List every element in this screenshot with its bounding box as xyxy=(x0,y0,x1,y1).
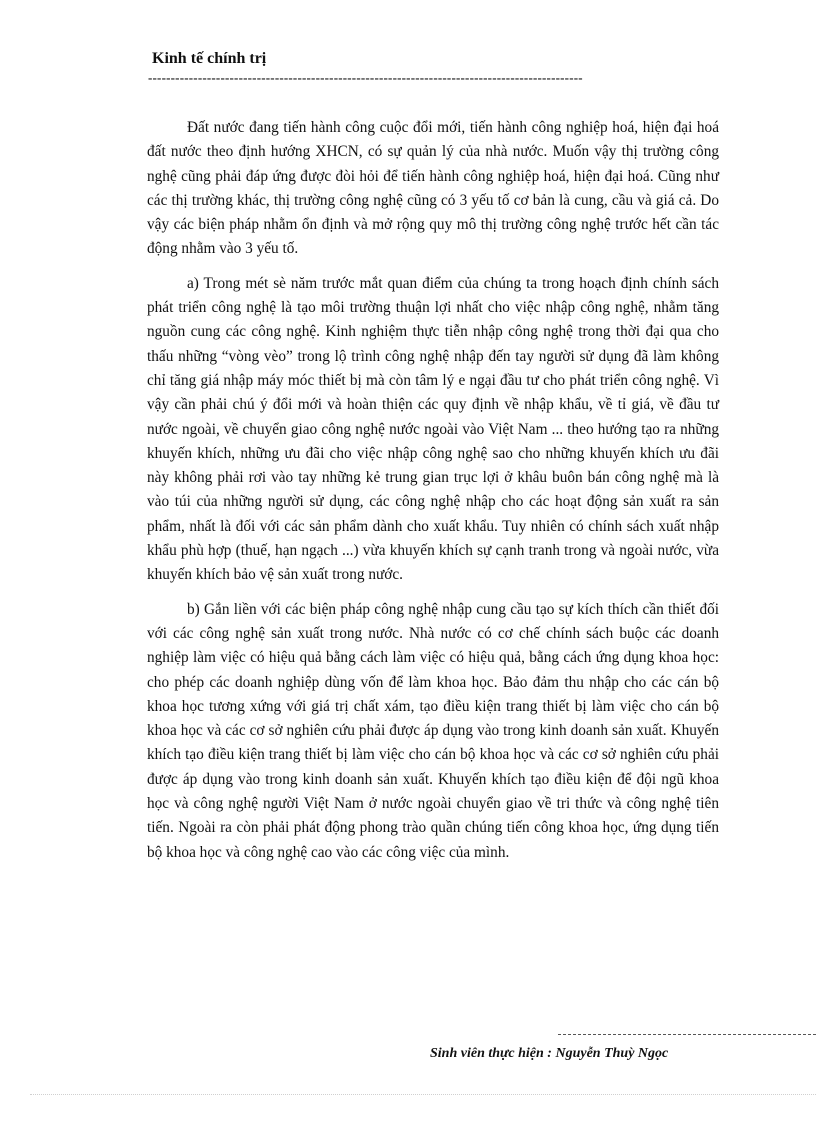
paragraph-intro: Đất nước đang tiến hành công cuộc đổi mới, tiến hành công nghiệp hoá, hiện đại hoá đất nước theo định hướng XHCN, có sự quản lý của nhà nước. Muốn vậy thị trường công nghệ cũng phải đáp ứng được đòi hỏi để tiến hành công nghiệp hoá, hiện đại hoá. Cũng như các thị trường khác, thị trường công nghệ cũng có 3 yếu tố cơ bản là cung, cầu và giá cả. Do vậy các biện pháp nhằm ổn định và mở rộng quy mô thị trường công nghệ trước hết cần tác động nhằm vào 3 yếu tố. xyxy=(147,119,719,258)
footer-divider xyxy=(558,1034,816,1035)
footer-author: Sinh viên thực hiện : Nguyễn Thuỳ Ngọc xyxy=(430,1046,669,1061)
header-divider: ------------------------------------------------------------------------------------------------ xyxy=(148,70,583,85)
paragraph-b: b) Gắn liền với các biện pháp công nghệ nhập cung cầu tạo sự kích thích cần thiết đối với các công nghệ sản xuất trong nước. Nhà nước có cơ chế chính sách buộc các doanh nghiệp làm việc có hiệu quả bằng cách làm việc có hiệu quả, bằng cách ứng dụng khoa học: cho phép các doanh nghiệp dùng vốn để làm khoa học. Bảo đảm thu nhập cho các cán bộ khoa học tương xứng với giá trị chất xám, tạo điều kiện trang thiết bị làm việc cho cán bộ khoa học và các cơ sở nghiên cứu phải được áp dụng vào trong kinh doanh sản xuất. Khuyến khích tạo điều kiện trang thiết bị làm việc cho cán bộ khoa học và các cơ sở nghiên cứu phải được áp dụng vào trong kinh doanh sản xuất. Khuyến khích tạo điều kiện để đội ngũ khoa học và công nghệ người Việt Nam ở nước ngoài chuyển giao về tri thức và công nghệ tiên tiến. Ngoài ra còn phải phát động phong trào quần chúng tiến công khoa học, ứng dụng tiến bộ khoa học và công nghệ cao vào các công việc của mình. xyxy=(147,600,719,861)
page-bottom-divider xyxy=(30,1094,816,1095)
document-header-title: Kinh tế chính trị xyxy=(152,50,267,67)
document-body xyxy=(147,116,719,875)
paragraph-a: a) Trong mét sè năm trước mắt quan điểm của chúng ta trong hoạch định chính sách phát triển công nghệ là tạo môi trường thuận lợi nhất cho việc nhập công nghệ, nhằm tăng nguồn cung các công nghệ. Kinh nghiệm thực tiễn nhập công nghệ trong thời đại qua cho thấu những “vòng vèo” trong lộ trình công nghệ nhập đến tay người sử dụng đã làm không chỉ tăng giá nhập máy móc thiết bị mà còn tâm lý e ngại đầu tư cho phát triển công nghệ. Vì vậy cần phải chú ý đổi mới và hoàn thiện các quy định về nhập khẩu, về tỉ giá, về đầu tư nước ngoài, về chuyển giao công nghệ nước ngoài vào Việt Nam ... theo hướng tạo ra những khuyến khích, những ưu đãi cho việc nhập công nghệ sao cho những khuyến khích ưu đãi này không phải rơi vào tay những kẻ trung gian trục lợi ở khâu buôn bán công nghệ mà là vào túi của những người sử dụng, các công nghệ nhập cho các hoạt động sản xuất ra sản phẩm, nhất là đối với các sản phẩm dành cho xuất khẩu. Tuy nhiên có chính sách xuất nhập khẩu phù hợp (thuế, hạn ngạch ...) vừa khuyến khích sự cạnh tranh trong và ngoài nước, vừa khuyến khích bảo vệ sản xuất trong nước. xyxy=(147,274,719,584)
